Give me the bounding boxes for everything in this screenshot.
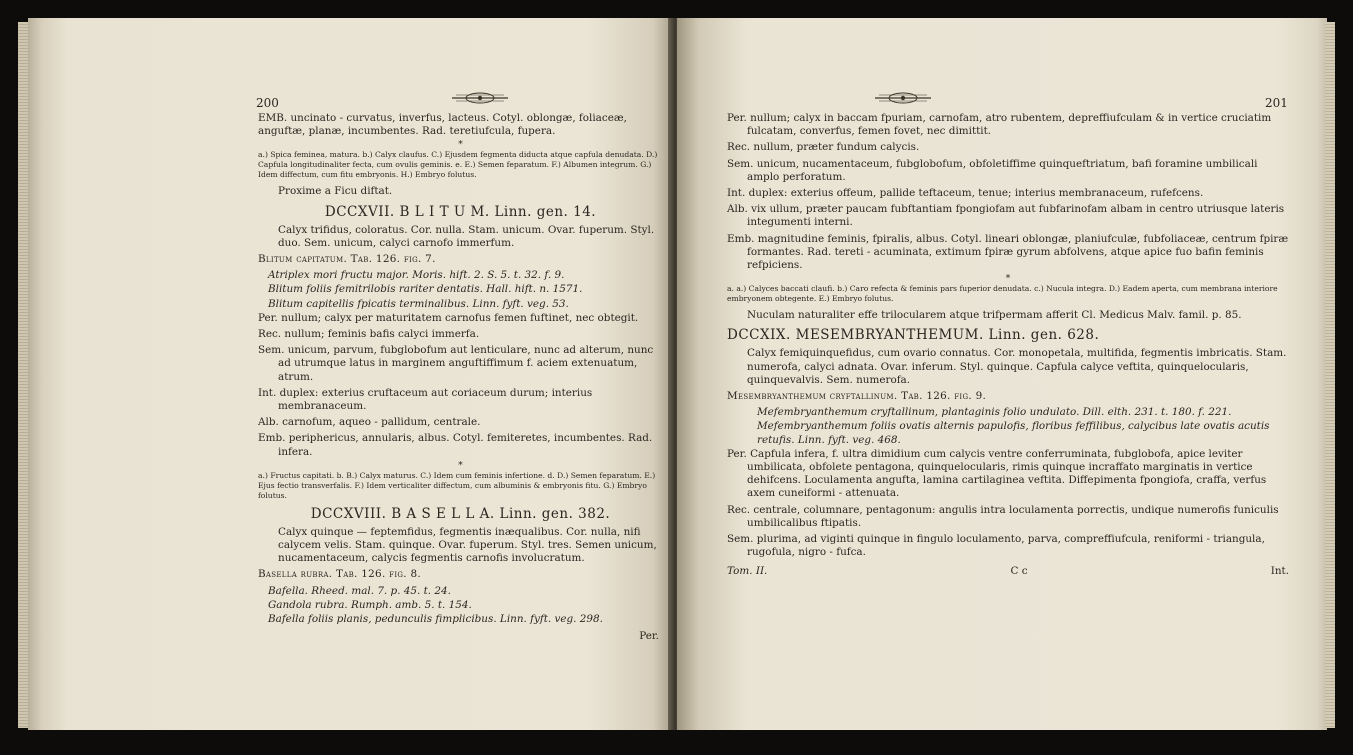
genus-heading-blitum: DCCXVII. B L I T U M. Linn. gen. 14.	[324, 203, 597, 220]
right-page-number: 201	[1265, 96, 1288, 110]
receptacle-paragraph: Rec. nullum, præter fundum calycis.	[727, 141, 920, 154]
pericarp-paragraph: Per. Capfula infera, f. ultra dimidium cum calycis ventre conferruminata, fubglobofa, apice leviter umbilicata, obfolete pentagona, quinquelocularis, rimis quinque incraffato marginatis in vertice dehifcens. Loculamenta angufta, lamina cartilaginea veftita. Diffepimenta fpongiofa, craffa, verfus axem cuneiformi - attenuata.	[727, 447, 1267, 500]
receptacle-paragraph: Rec. centrale, columnare, pentagonum: angulis intra loculamenta porrectis, undique numerofis funiculis umbilicalibus ftipatis.	[727, 503, 1279, 529]
seed-paragraph: Sem. plurima, ad viginti quinque in fingulo loculamento, parva, compreffiufcula, reniformi - triangula, rugofula, nigro - fufca.	[727, 533, 1265, 559]
pericarp-paragraph: Per. nullum; calyx per maturitatem carnofus femen fuftinet, nec obtegit.	[258, 311, 639, 324]
albumen-paragraph: Alb. vix ullum, præter paucam fubftantiam fpongiofam aut fubfarinofam albam in centro utriusque lateris integumenti interni.	[727, 203, 1285, 229]
catchword: Int.	[1270, 565, 1289, 578]
note: Nuculam naturaliter effe trilocularem atque trifpermam afferit Cl. Medicus Malv. famil. p. 85.	[747, 309, 1242, 322]
right-page-text	[727, 112, 1289, 579]
genus-heading-mesembryanthemum: DCCXIX. MESEMBRYANTHEMUM. Linn. gen. 628.	[727, 327, 1100, 344]
species-heading: Basella rubra. Tab. 126. fig. 8.	[258, 568, 422, 581]
seed-paragraph: Sem. unicum, parvum, fubglobofum aut lenticulare, nunc ad alterum, nunc ad utrumque latus in marginem anguftiffimum f. aciem extenuatum, atrum.	[258, 344, 654, 383]
volume-mark: Tom. II.	[727, 565, 768, 578]
integument-paragraph: Int. duplex: exterius cruftaceum aut coriaceum durum; interius membranaceum.	[258, 386, 593, 413]
embryo-paragraph: Emb. magnitudine feminis, fpiralis, albus. Cotyl. lineari oblongæ, planiufculæ, fubfoliaceæ, centrum fpiræ formantes. Rad. tereti - acuminata, extimum fpiræ gyrum abfolvens, atque apice fuo bafin feminis refpiciens.	[727, 232, 1289, 272]
asterisk: *	[1005, 274, 1011, 285]
synonym-reference: Atriplex mori fructu major. Moris. hift. 2. S. 5. t. 32. f. 9.	[268, 269, 565, 282]
synonym-reference: Gandola rubra. Rumph. amb. 5. t. 154.	[268, 598, 472, 611]
embryo-paragraph: Emb. periphericus, annularis, albus. Cotyl. femiteretes, incumbentes. Rad. infera.	[258, 432, 653, 458]
synonym-reference: Bafella. Rheed. mal. 7. p. 45. t. 24.	[268, 584, 451, 597]
page-footer	[727, 565, 1289, 578]
receptacle-paragraph: Rec. nullum; feminis bafis calyci immerfa.	[258, 328, 480, 341]
signature-mark: C c	[1010, 565, 1028, 578]
left-page-text	[258, 112, 663, 646]
left-page	[28, 18, 674, 730]
catchword: Per.	[639, 630, 659, 643]
synonym-reference: Mefembryanthemum foliis ovatis alternis papulofis, floribus feffilibus, calycibus late ovatis acutis retufis. Linn. fyft. veg. 468.	[757, 420, 1270, 446]
genus-description: Calyx quinque — feptemfidus, fegmentis inæqualibus. Cor. nulla, nifi calycem velis. Stam. quinque. Ovar. fuperum. Styl. tres. Semen unicum, nucamentaceum, calycis fegmentis carnofis involucratum.	[278, 525, 657, 565]
synonym-reference: Blitum foliis femitrilobis rariter dentatis. Hall. hift. n. 1571.	[268, 283, 583, 296]
right-page-edges	[1325, 22, 1335, 728]
genus-description: Calyx femiquinquefidus, cum ovario connatus. Cor. monopetala, multifida, fegmentis imbricatis. Stam. numerofa, calyci adnata. Ovar. inferum. Styl. quinque. Capfula calyce veftita, quinquelocularis, quinquevalvis. Sem. numerofa.	[747, 347, 1287, 386]
left-page-number: 200	[256, 96, 279, 110]
genus-heading-basella: DCCXVIII. B A S E L L A. Linn. gen. 382.	[310, 505, 611, 522]
pericarp-paragraph: Per. nullum; calyx in baccam fpuriam, carnofam, atro rubentem, depreffiufculam & in vertice cruciatim fulcatam, converfus, femen fovet, nec dimittit.	[727, 112, 1272, 138]
right-page	[677, 18, 1327, 730]
integument-paragraph: Int. duplex: exterius offeum, pallide teftaceum, tenue; interius membranaceum, rufefcens.	[727, 187, 1204, 200]
seed-paragraph: Sem. unicum, nucamentaceum, fubglobofum, obfoletiffime quinqueftriatum, bafi foramine umbilicali amplo perforatum.	[727, 157, 1258, 183]
species-heading: Blitum capitatum. Tab. 126. fig. 7.	[258, 253, 436, 266]
genus-description: Calyx trifidus, coloratus. Cor. nulla. Stam. unicum. Ovar. fuperum. Styl. duo. Sem. unicum, calyci carnofo immerfum.	[278, 223, 655, 249]
asterisk: *	[458, 460, 463, 471]
note: Proxime a Ficu diftat.	[278, 185, 393, 198]
synonym-reference: Mefembryanthemum cryftallinum, plantaginis folio undulato. Dill. elth. 231. t. 180. f. 221.	[757, 406, 1232, 419]
figure-explanation: a. a.) Calyces baccati claufi. b.) Caro refecta & feminis pars fuperior denudata. c.) Nucula integra. D.) Eadem aperta, cum membrana interiore embryonem obtegente. E.) Embryo folutus.	[727, 284, 1278, 304]
right-ornament-icon	[875, 92, 931, 104]
left-ornament-icon	[452, 92, 508, 104]
synonym-reference: Bafella foliis planis, pedunculis fimplicibus. Linn. fyft. veg. 298.	[268, 613, 603, 626]
albumen-paragraph: Alb. carnofum, aqueo - pallidum, centrale.	[258, 416, 481, 429]
emb-paragraph: EMB. uncinato - curvatus, inverfus, lacteus. Cotyl. oblongæ, foliaceæ, anguftæ, planæ, incumbentes. Rad. teretiufcula, fupera.	[258, 112, 627, 138]
figure-explanation: a.) Spica feminea, matura. b.) Calyx claufus. C.) Ejusdem fegmenta diducta atque capfula denudata. D.) Capfula longitudinaliter fecta, cum ovulis geminis. e. E.) Semen feparatum. F.) Albumen integrum. G.) Idem diffectum, cum fitu embryonis. H.) Embryo folutus.	[258, 150, 658, 180]
synonym-reference: Blitum capitellis fpicatis terminalibus. Linn. fyft. veg. 53.	[268, 297, 569, 310]
figure-explanation: a.) Fructus capitati. b. B.) Calyx maturus. C.) Idem cum feminis infertione. d. D.) Semen feparatum. E.) Ejus fectio transverfalis. F.) Idem verticaliter diffectum, cum albuminis & embryonis fitu. G.) Embryo folutus.	[258, 470, 656, 500]
asterisk: *	[458, 140, 463, 151]
species-heading: Mesembryanthemum cryftallinum. Tab. 126. fig. 9.	[727, 390, 987, 403]
